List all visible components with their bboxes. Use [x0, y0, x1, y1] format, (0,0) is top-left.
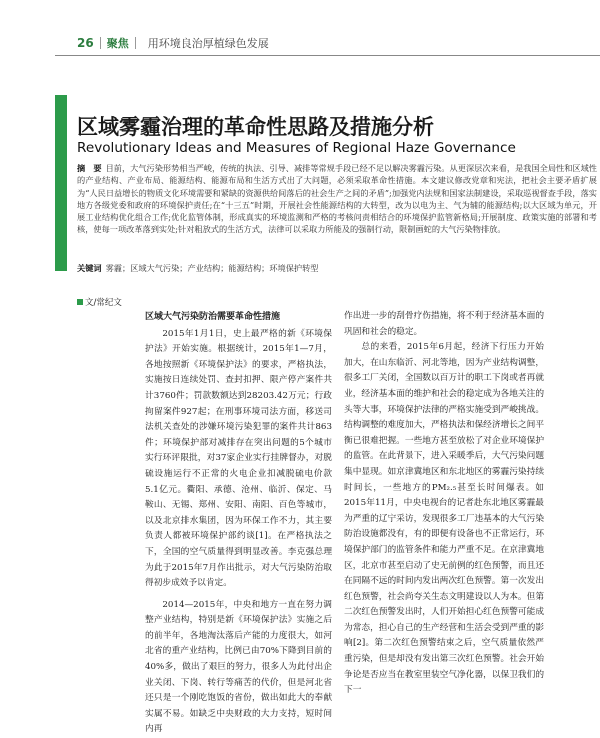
- keywords: [77, 262, 597, 274]
- header-section: 聚焦: [106, 37, 129, 50]
- article-title: 区域雾霾治理的革命性思路及措施分析: [77, 115, 434, 139]
- author-name: 文/常纪文: [85, 298, 122, 308]
- keywords-text: 雾霾；区域大气污染；产业结构；能源结构；环境保护转型: [105, 263, 319, 273]
- keywords-label: 关键词: [77, 263, 102, 273]
- header-topic: 用环境良治厚植绿色发展: [147, 37, 269, 50]
- running-header: [77, 33, 269, 53]
- left-column: [145, 309, 332, 738]
- page-number: 26: [77, 36, 94, 50]
- right-column: [344, 309, 544, 699]
- body-paragraph: 2015年1月1日，史上最严格的新《环境保护法》开始实施。根据统计，2015年1—7月，各地按照新《环境保护法》的要求，严格执法，实施按日连续处罚、查封扣押、限产停产案件共计3760件；罚款数额达到28203.42万元；行政拘留案件927起；在刑事环境司法方面，移送司法机关查处的涉嫌环境污染犯罪的案件共计863件；环境保护部对减排存在突出问题的5个城市实行环评限批，对37家企业实行挂牌督办，对脱硫设施运行不正常的火电企业扣减脱硫电价款5.1亿元。衢阳、承德、沧州、临沂、保定、马鞍山、无锡、郑州、安阳、南阳、百色等城市，以及北京排水集团，因为环保工作不力，其主要负责人都被环境保护部约谈[1]。在严格执法之下，全国的空气质量得到明显改善。李克强总理为此于2015年7月作出批示，对大气污染防治取得初步成效予以肯定。: [145, 328, 332, 589]
- header-divider: [135, 37, 136, 49]
- accent-bar: [55, 95, 67, 271]
- section-heading: 区域大气污染防治需要革命性措施: [145, 312, 281, 322]
- article-title-english: Revolutionary Ideas and Measures of Regional Haze Governance: [77, 140, 516, 156]
- author-byline: [77, 296, 122, 308]
- body-paragraph: 总的来看，2015年6月起，经济下行压力开始加大，在山东临沂、河北等地，因为产业结构调整，很多工厂关闭，全国数以百万计的职工下岗或者再就业，经济基本面的维护和社会的稳定成为各地关注的头等大事，环境保护法律的严格实施受到严峻挑战。结构调整的难度加大，严格执法和保经济增长之间平衡已很难把握。一些地方甚至放松了对企业环境保护的监管。在此背景下，进入采暖季后，大气污染问题集中显现。如京津冀地区和东北地区的雾霾污染持续时间长，一些地方的PM₂.₅甚至长时间爆表。如2015年11月，中央电视台的记者赴东北地区雾霾最为严重的辽宁采访，发现很多工厂违基本的大气污染防治设施都没有，有的即便有设备也不正常运行，环境保护部门的监管条件和能力严重不足。在京津冀地区，北京市甚至启动了史无前例的红色预警，而且还在同隔不远的时间内发出两次红色预警。第一次发出红色预警，社会尚夸关生态文明建设以人为本。但第二次红色预警发出时，人们开始担心红色预警可能成为常态，担心自己的生产经营和生活会受到严重的影响[2]。第二次红色预警结束之后，空气质量依然严重污染，但是却没有发出第三次红色预警。社会开始争论是否应当在教室里装空气净化器，以保卫我们的下一: [344, 342, 544, 696]
- body-paragraph: 作出进一步的刮骨疗伤措施，将不利于经济基本面的巩固和社会的稳定。: [344, 311, 544, 337]
- square-bullet-icon: [77, 299, 83, 305]
- abstract: [77, 162, 597, 236]
- body-paragraph: 2014—2015年，中央和地方一直在努力调整产业结构，特别是新《环境保护法》实施之后的前半年，各地淘汰落后产能的力度很大，如河北省的重产业结构，比例已由70%下降到目前的40%多，做出了艰巨的努力，很多人为此付出企业关闭、下岗、转行等痛苦的代价，但是河北省还只是一个刚吃饱饭的省份，做出如此大的奉献实属不易。如缺乏中央财政的大力支持，短时间内再: [145, 599, 332, 735]
- abstract-text: 目前，大气污染形势相当严峻，传统的执法、引导、减排等常规手段已经不足以解决雾霾污染。从更深层次来看，是我国全局性和区域性的产业结构、产业布局、能源结构、能源布局和生活方式出了大问题，必须采取革命性措施。本文建议修改党章和宪法，把社会主要矛盾扩展为“人民日益增长的物质文化环境需要和紧缺的资源供给间落后的社会生产之间的矛盾”;加强党内法规和国家法制建设，采取巡视督查手段，落实地方各级党委和政府的环境保护责任;在“十三五”时期，开展社会性能源结构的大转型，改为以电为主、气为辅的能源结构;以大区域为单元，开展工业结构优化组合工作;优化监管体制，形成真实的环境监测和严格的考核问责相结合的环境保护监管新格局;开展制度、政策实施的部署和考核，使每一项改革落到实处;针对粗放式的生活方式，法律可以采取力所能及的强制行动，限制画蛇的大气污染物排放。: [77, 163, 597, 235]
- header-divider: [100, 37, 101, 49]
- header-rule: [55, 55, 600, 56]
- abstract-label: 摘 要: [77, 163, 102, 173]
